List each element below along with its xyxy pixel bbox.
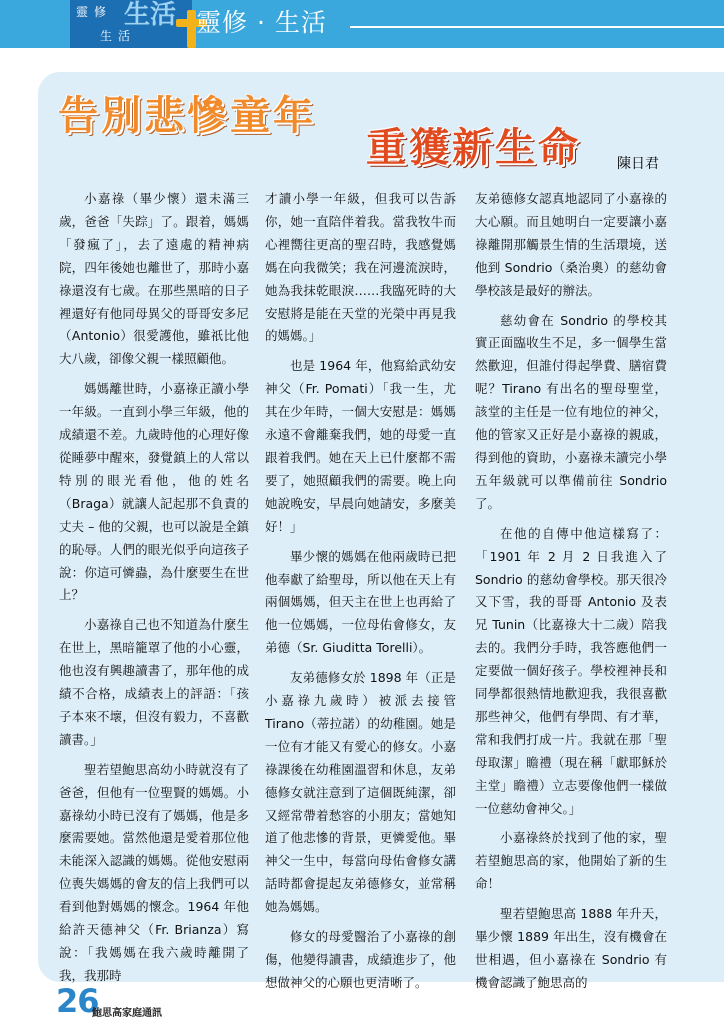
paragraph: 聖若望鮑思高幼小時就沒有了爸爸，但他有一位聖賢的媽媽。小嘉祿幼小時已沒有了媽媽，他是多麼需要她。當然他還是愛着那位他未能深入認識的媽媽。從他安慰兩位喪失媽媽的會友的信上我們可以看到他對媽媽的懷念。1964 年他給許天德神父（Fr. Brianza）寫說：「我媽媽在我六歲時離開了我，我那時: [59, 761, 249, 983]
logo-char: 靈: [76, 5, 89, 19]
paragraph: 修女的母愛醫治了小嘉祿的創傷，他變得讀書，成績進步了，他想做神父的心願也更清晰了。: [265, 929, 456, 990]
paragraph: 慈幼會在 Sondrio 的學校其實正面臨收生不足，多一個學生當然歡迎，但誰付得起學費、膳宿費呢？Tirano 有出名的聖母聖堂，該堂的主任是一位有地位的神父，他的管家又正好是小嘉祿的親戚，得到他的資助，小嘉祿未讀完小學五年級就可以準備前往 Sondrio 了。: [475, 312, 667, 511]
logo-char: 生: [100, 29, 113, 43]
header-bar: [0, 0, 724, 48]
page-number: 26: [56, 982, 99, 1020]
header-divider: [350, 26, 724, 28]
paragraph: 媽媽離世時，小嘉祿正讀小學一年級。一直到小學三年級，他的成績還不差。九歲時他的心理好像從睡夢中醒來，發覺鎮上的人常以特別的眼光看他，他的姓名（Braga）就讓人記起那不負責的丈夫 – 他的父親，也可以說是全鎮的恥辱。人們的眼光似乎向這孩子說：你這可憐蟲，為什麼要生在世上？: [59, 381, 249, 603]
paragraph: 友弟德修女認真地認同了小嘉祿的大心願。而且她明白一定要讓小嘉祿離開那觸景生情的生活環境，送他到 Sondrio（桑治奧）的慈幼會學校該是最好的辦法。: [475, 191, 667, 298]
article-author: 陳日君: [617, 156, 659, 172]
text-column-3: [475, 188, 667, 1002]
cross-icon: [187, 10, 196, 48]
text-column-2: [265, 188, 456, 1002]
publication-name: 鮑思高家庭通訊: [92, 1008, 162, 1019]
paragraph: 也是 1964 年，他寫給武幼安神父（Fr. Pomati）「我一生，尤其在少年時，一個大安慰是：媽媽永遠不會離棄我們，她的母愛一直跟着我們。她在天上已什麼都不需要了，她照顧我們的需要。晚上向她說晚安，早晨向她請安，多麼美好！」: [265, 358, 456, 534]
logo-char: 修: [94, 5, 107, 19]
paragraph: 小嘉祿（畢少懷）還未滿三歲，爸爸「失踪」了。跟着，媽媽「發瘋了」，去了遠處的精神病院，四年後她也離世了，那時小嘉祿還沒有七歲。在那些黑暗的日子裡還好有他同母異父的哥哥安多尼（Antonio）很愛護他，雖祇比他大八歲，卻像父親一樣照顧他。: [59, 191, 249, 367]
paragraph: 小嘉祿終於找到了他的家，聖若望鮑思高的家，他開始了新的生命！: [475, 830, 667, 892]
text-column-1: [59, 188, 249, 995]
paragraph: 友弟德修女於 1898 年（正是小嘉祿九歲時）被派去接管 Tirano（蒂拉諾）的幼稚園。她是一位有才能又有愛心的修女。小嘉祿課後在幼稚園溫習和休息，友弟德修女就注意到了這個既純潔，卻又經常帶着愁容的小朋友；當她知道了他悲慘的背景，更憐愛他。畢神父一生中，每當向母佑會修女講話時都會提起友弟德修女，並常稱她為媽媽。: [265, 670, 456, 915]
paragraph: 聖若望鮑思高 1888 年升天，畢少懷 1889 年出生，沒有機會在世相遇，但小嘉祿在 Sondrio 有機會認識了鮑思高的: [475, 906, 667, 990]
logo-char: 活: [118, 29, 131, 43]
logo-big-text: 生活: [124, 0, 177, 30]
section-title: 靈修 · 生活: [196, 8, 327, 37]
article-title-part2: 重獲新生命: [366, 124, 581, 171]
column-logo: [70, 0, 192, 48]
paragraph: 在他的自傳中他這樣寫了：「1901 年 2 月 2 日我進入了 Sondrio 的慈幼會學校。那天很冷又下雪，我的哥哥 Antonio 及表兄 Tunin（比嘉祿大十二歲）陪我去的。我們分手時，我答應他們一定要做一個好孩子。學校裡神長和同學都很熱情地歡迎我，我很喜歡那些神父，他們有學問、有才華，常和我們打成一片。我就在那「聖母取潔」瞻禮（現在稱「獻耶穌於主堂」瞻禮）立志要像他們一樣做一位慈幼會神父。」: [475, 525, 667, 816]
article-title-part1: 告別悲慘童年: [58, 92, 316, 139]
paragraph: 小嘉祿自己也不知道為什麼生在世上，黑暗籠罩了他的小心靈，他也沒有興趣讀書了，那年他的成績不合格，成績表上的評語：「孩子本來不壞，但沒有毅力，不喜歡讀書。」: [59, 617, 249, 747]
paragraph: 才讀小學一年級，但我可以告訴你，她一直陪伴着我。當我牧牛而心裡嚮往更高的聖召時，我感覺媽媽在向我微笑；我在河邊流淚時，她為我抹乾眼淚……我臨死時的大安慰將是能在天堂的光榮中再見我的媽媽。」: [265, 191, 456, 344]
paragraph: 畢少懷的媽媽在他兩歲時已把他奉獻了給聖母，所以他在天上有兩個媽媽，但天主在世上也再給了他一位媽媽，一位母佑會修女，友弟德（Sr. Giuditta Torelli）。: [265, 548, 456, 656]
